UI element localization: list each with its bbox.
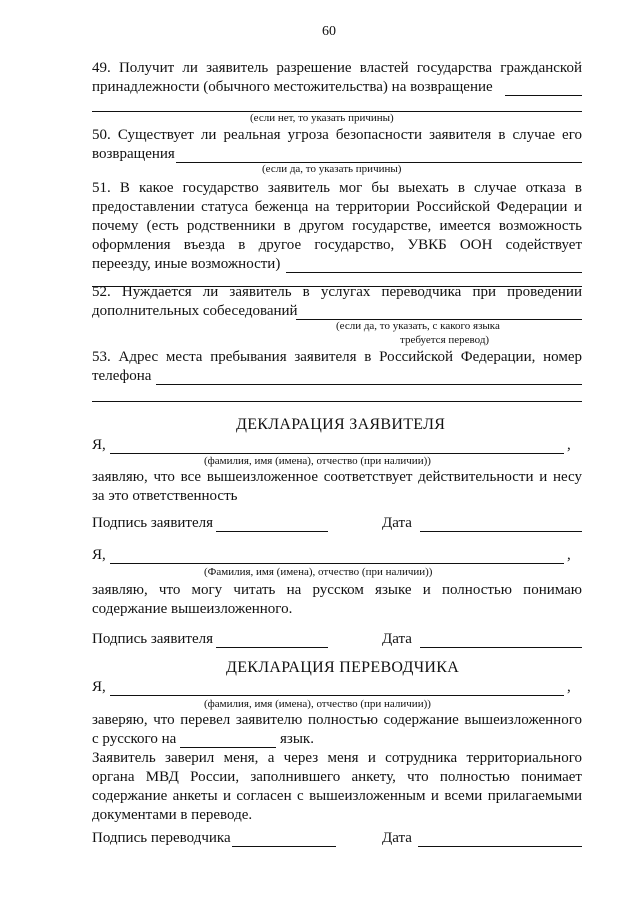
- applicant-signature-label: Подпись заявителя: [92, 515, 214, 531]
- q50-line1: 50. Существует ли реальная угроза безопасности заявителя в случае его: [92, 127, 582, 143]
- page-number: 60: [322, 24, 336, 39]
- russian-name-line[interactable]: [110, 563, 564, 564]
- russian-signature-line[interactable]: [216, 647, 328, 648]
- translator-text6: документами в переводе.: [92, 807, 253, 823]
- q50-line2: возвращения: [92, 146, 175, 162]
- translator-ya: Я,: [92, 679, 106, 695]
- russian-signature-label: Подпись заявителя: [92, 631, 214, 647]
- q53-line1: 53. Адрес места пребывания заявителя в Российской Федерации, номер: [92, 349, 582, 365]
- applicant-date-line[interactable]: [420, 531, 582, 532]
- translator-text5: содержание анкеты и согласен с вышеизложенным и всеми прилагаемыми: [92, 788, 582, 804]
- translator-text2-suffix: язык.: [280, 731, 314, 747]
- applicant-signature-line[interactable]: [216, 531, 328, 532]
- translator-language-line[interactable]: [180, 747, 276, 748]
- translator-name-line[interactable]: [110, 695, 564, 696]
- translator-text3: Заявитель заверил меня, а через меня и сотрудника территориального: [92, 750, 582, 766]
- q53-answer-line[interactable]: [156, 384, 582, 385]
- translator-text1: заверяю, что перевел заявителю полностью содержание вышеизложенного: [92, 712, 582, 728]
- applicant-name-line[interactable]: [110, 453, 564, 454]
- russian-name-hint: (Фамилия, имя (имена), отчество (при наличии)): [204, 566, 433, 578]
- applicant-text1: заявляю, что все вышеизложенное соответствует действительности и несу: [92, 469, 582, 485]
- translator-name-hint: (фамилия, имя (имена), отчество (при наличии)): [204, 698, 431, 710]
- q53-line2: телефона: [92, 368, 152, 384]
- q52-hint1: (если да, то указать, с какого языка: [336, 320, 500, 332]
- translator-text4: органа МВД России, заполнившего анкету, что полностью понимает: [92, 769, 582, 785]
- russian-comma: ,: [567, 547, 571, 563]
- q51-line4: оформления въезда в другое государство, УВКБ ООН содействует: [92, 237, 582, 253]
- q51-answer-line[interactable]: [286, 272, 582, 273]
- translator-date-line[interactable]: [418, 846, 582, 847]
- applicant-declaration-title: ДЕКЛАРАЦИЯ ЗАЯВИТЕЛЯ: [236, 416, 446, 433]
- applicant-text2: за это ответственность: [92, 488, 238, 504]
- q51-line2: предоставлении статуса беженца на территории Российской Федерации и: [92, 199, 582, 215]
- q52-line1: 52. Нуждается ли заявитель в услугах переводчика при проведении: [92, 284, 582, 300]
- q49-hint: (если нет, то указать причины): [250, 112, 394, 124]
- russian-date-label: Дата: [382, 631, 412, 647]
- q51-line3: почему (есть родственники в другом государстве, имеется возможность: [92, 218, 582, 234]
- russian-text1: заявляю, что могу читать на русском языке и полностью понимаю: [92, 582, 582, 598]
- russian-text2: содержание вышеизложенного.: [92, 601, 293, 617]
- translator-signature-line[interactable]: [232, 846, 336, 847]
- q52-line2: дополнительных собеседований: [92, 303, 298, 319]
- translator-comma: ,: [567, 679, 571, 695]
- russian-ya: Я,: [92, 547, 106, 563]
- q49-line2: принадлежности (обычного местожительства) на возвращение: [92, 79, 493, 95]
- translator-date-label: Дата: [382, 830, 412, 846]
- q52-hint2: требуется перевод): [400, 334, 490, 346]
- translator-text2-prefix: с русского на: [92, 731, 177, 747]
- translator-signature-label: Подпись переводчика: [92, 830, 231, 846]
- applicant-name-hint: (фамилия, имя (имена), отчество (при наличии)): [204, 455, 431, 467]
- q53-answer-line-2[interactable]: [92, 401, 582, 402]
- applicant-ya: Я,: [92, 437, 106, 453]
- q51-line1: 51. В какое государство заявитель мог бы выехать в случае отказа в: [92, 180, 582, 196]
- q51-line5: переезду, иные возможности): [92, 256, 281, 272]
- q50-hint: (если да, то указать причины): [262, 163, 402, 175]
- translator-declaration-title: ДЕКЛАРАЦИЯ ПЕРЕВОДЧИКА: [226, 659, 460, 676]
- russian-date-line[interactable]: [420, 647, 582, 648]
- q49-line1: 49. Получит ли заявитель разрешение властей государства гражданской: [92, 60, 582, 76]
- q49-answer-line[interactable]: [505, 95, 582, 96]
- applicant-date-label: Дата: [382, 515, 412, 531]
- applicant-comma: ,: [567, 437, 571, 453]
